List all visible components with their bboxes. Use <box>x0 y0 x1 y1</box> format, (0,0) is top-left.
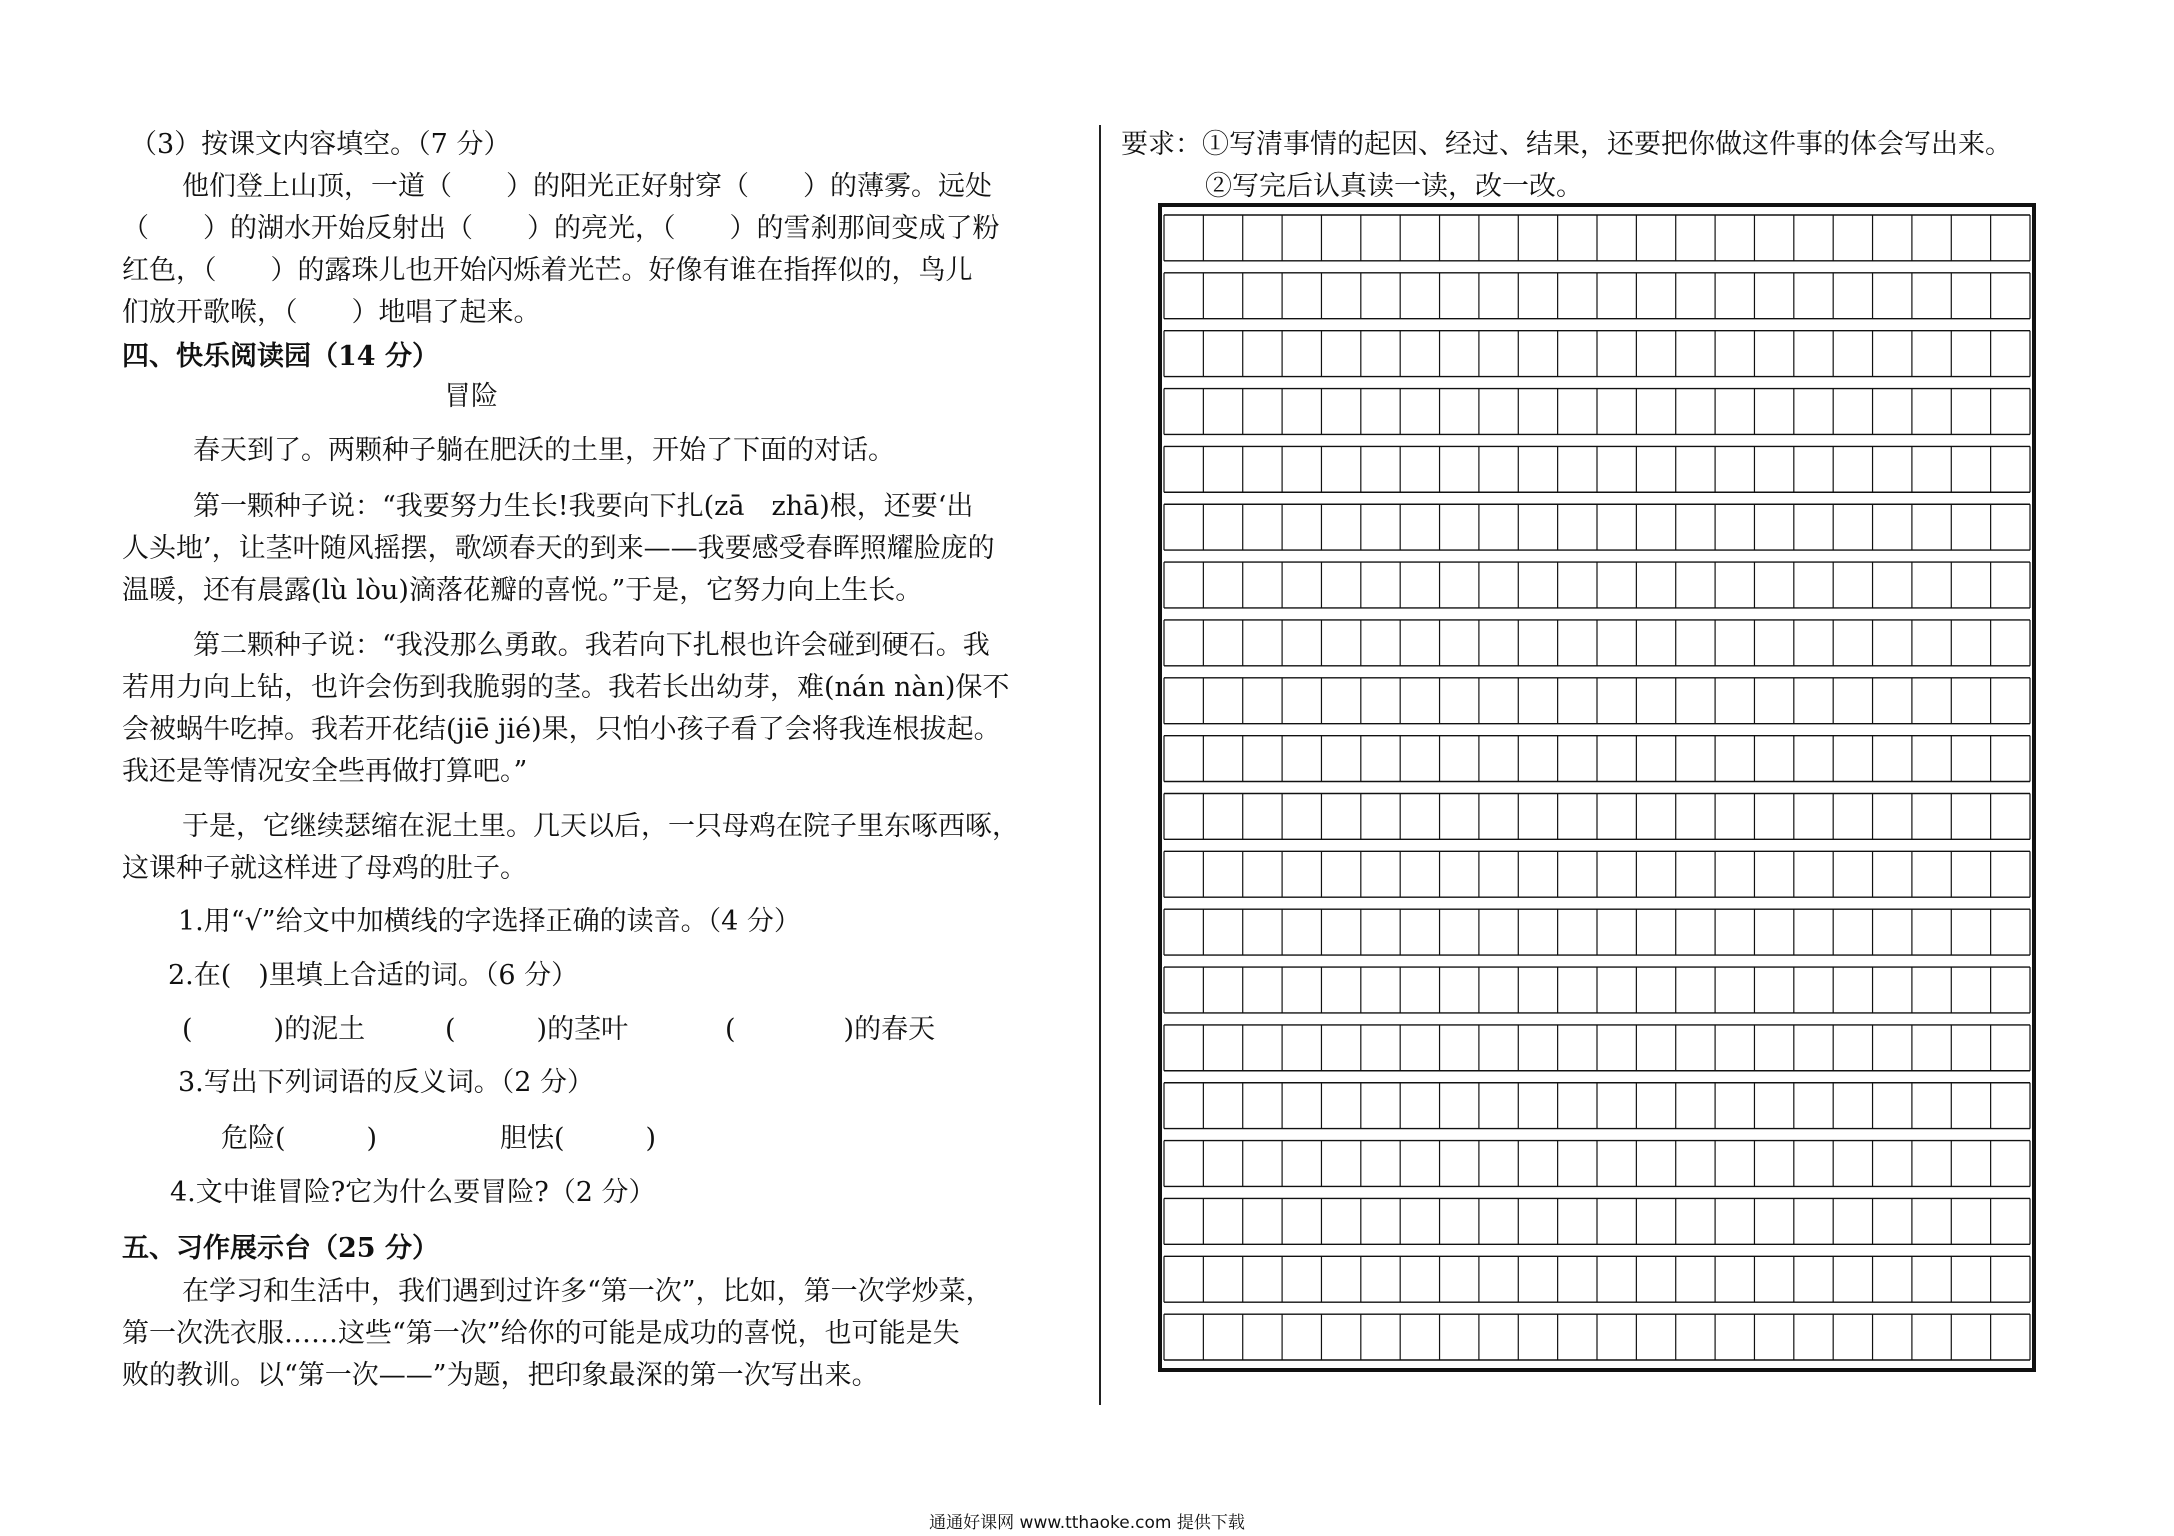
grid-row <box>1164 1256 2030 1302</box>
q3-fill-line: （ ）的湖水开始反射出（ ）的亮光，（ ）的雪刹那间变成了粉 <box>122 213 1000 244</box>
grid-row <box>1164 389 2030 435</box>
grid-row <box>1164 331 2030 377</box>
grid-row <box>1164 736 2030 782</box>
story-paragraph-line: 第一颗种子说：“我要努力生长!我要向下扎(zā zhā)根，还要‘出 <box>193 491 974 522</box>
grid-row <box>1164 851 2030 897</box>
q3-fill-line: 们放开歌喉，（ ）地唱了起来。 <box>122 297 541 328</box>
grid-row <box>1164 794 2030 840</box>
antonym-item: 胆怯( ) <box>500 1123 657 1154</box>
question-4: 4.文中谁冒险?它为什么要冒险?（2 分） <box>170 1177 656 1208</box>
story-paragraph-line: 这课种子就这样进了母鸡的肚子。 <box>122 853 527 884</box>
question-2: 2.在( )里填上合适的词。（6 分） <box>168 960 579 991</box>
essay-requirement-2: ②写完后认真读一读，改一改。 <box>1205 171 1583 202</box>
column-divider <box>1099 125 1101 1405</box>
grid-row <box>1164 562 2030 608</box>
grid-row <box>1164 504 2030 550</box>
fill-blank-item: ( )的泥土 <box>182 1014 366 1045</box>
grid-row <box>1164 1141 2030 1187</box>
story-paragraph-line: 于是，它继续瑟缩在泥土里。几天以后，一只母鸡在院子里东啄西啄， <box>182 811 1019 842</box>
essay-prompt-line: 败的教训。以“第一次——”为题，把印象最深的第一次写出来。 <box>122 1360 879 1391</box>
grid-row <box>1164 215 2030 261</box>
story-paragraph-line: 第二颗种子说：“我没那么勇敢。我若向下扎根也许会碰到硬石。我 <box>193 630 990 661</box>
writing-grid-svg <box>1158 203 2036 1372</box>
story-paragraph-line: 若用力向上钻，也许会伤到我脆弱的茎。我若长出幼芽，难(nán nàn)保不 <box>122 672 1010 703</box>
grid-row <box>1164 1025 2030 1071</box>
footer-credit: 通通好课网 www.tthaoke.com 提供下载 <box>929 1513 1245 1533</box>
story-paragraph-line: 春天到了。两颗种子躺在肥沃的土里，开始了下面的对话。 <box>193 435 895 466</box>
essay-prompt-line: 在学习和生活中，我们遇到过许多“第一次”，比如，第一次学炒菜， <box>182 1276 993 1307</box>
essay-requirement-1: 要求：①写清事情的起因、经过、结果，还要把你做这件事的体会写出来。 <box>1121 129 2012 160</box>
grid-frame <box>1160 205 2034 1370</box>
writing-grid[interactable] <box>1158 203 2036 1372</box>
grid-row <box>1164 967 2030 1013</box>
grid-row <box>1164 1314 2030 1360</box>
story-paragraph-line: 温暖，还有晨露(lù lòu)滴落花瓣的喜悦。”于是，它努力向上生长。 <box>122 575 923 606</box>
grid-row <box>1164 620 2030 666</box>
q3-fill-line: 他们登上山顶，一道（ ）的阳光正好射穿（ ）的薄雾。远处 <box>182 171 992 202</box>
grid-row <box>1164 446 2030 492</box>
antonym-item: 危险( ) <box>221 1123 378 1154</box>
story-paragraph-line: 会被蜗牛吃掉。我若开花结(jiē jié)果，只怕小孩子看了会将我连根拔起。 <box>122 714 1001 745</box>
question-1: 1.用“√”给文中加横线的字选择正确的读音。（4 分） <box>178 906 801 937</box>
story-paragraph-line: 人头地’，让茎叶随风摇摆，歌颂春天的到来——我要感受春晖照耀脸庞的 <box>122 533 995 564</box>
fill-blank-item: ( )的春天 <box>725 1014 936 1045</box>
grid-row <box>1164 1198 2030 1244</box>
grid-row <box>1164 273 2030 319</box>
grid-row <box>1164 1083 2030 1129</box>
story-title: 冒险 <box>444 381 498 412</box>
grid-row <box>1164 909 2030 955</box>
fill-blank-item: ( )的茎叶 <box>445 1014 629 1045</box>
story-paragraph-line: 我还是等情况安全些再做打算吧。” <box>122 756 528 787</box>
grid-row <box>1164 678 2030 724</box>
section5-heading: 五、习作展示台（25 分） <box>122 1233 439 1264</box>
question-3: 3.写出下列词语的反义词。（2 分） <box>178 1067 595 1098</box>
q3-title: （3）按课文内容填空。（7 分） <box>130 129 511 160</box>
essay-prompt-line: 第一次洗衣服……这些“第一次”给你的可能是成功的喜悦，也可能是失 <box>122 1318 960 1349</box>
q3-fill-line: 红色，（ ）的露珠儿也开始闪烁着光芒。好像有谁在指挥似的，鸟儿 <box>122 255 973 286</box>
section4-heading: 四、快乐阅读园（14 分） <box>122 341 439 372</box>
